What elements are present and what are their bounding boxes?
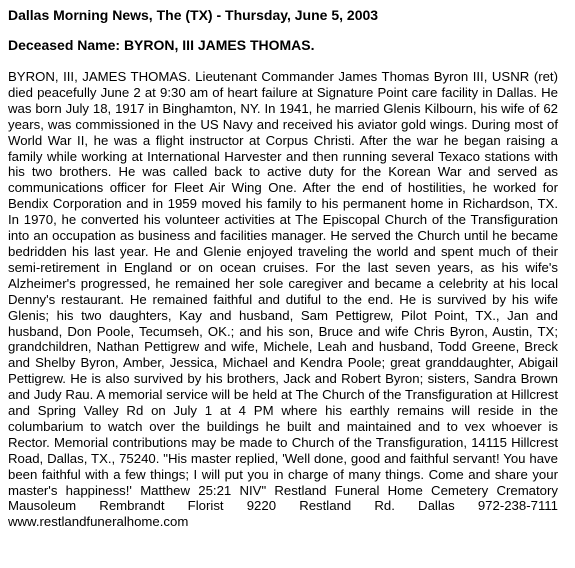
deceased-name-heading: Deceased Name: BYRON, III JAMES THOMAS.: [8, 37, 315, 53]
obituary-page: [8, 7, 558, 530]
publication-header: Dallas Morning News, The (TX) - Thursday, June 5, 2003: [8, 7, 379, 23]
obituary-text: BYRON, III, JAMES THOMAS. Lieutenant Commander James Thomas Byron III, USNR (ret) died peacefully June 2 at 9:30 am of heart failure at Signature Point care facility in Dallas. He was born July 18, 1917 in Binghamton, NY. In 1941, he married Glenis Kilbourn, his wife of 62 years, was commissioned in the US Navy and received his aviator gold wings. During most of World War II, he was a flight instructor at Corpus Christi. After the war he began raising a family while working at International Harvester and then running several Texaco stations with his two brothers. He was called back to active duty for the Korean War and served as communications officer for Fleet Air Wing One. After the end of hostilities, he worked for Bendix Corporation and in 1959 moved his family to his permanent home in Richardson, TX. In 1970, he converted his volunteer activities at The Episcopal Church of the Transfiguration into an occupation as business and facilities manager. He served the Church until he became bedridden his last year. He and Glenie enjoyed traveling the world and spent much of their semi-retirement in England or on ocean cruises. For the last seven years, as his wife's Alzheimer's progressed, he remained her sole caregiver and became a celebrity at his local Denny's restaurant. He remained faithful and dutiful to the end. He is survived by his wife Glenis; his two daughters, Kay and husband, Sam Pettigrew, Pilot Point, TX., Jan and husband, Don Poole, Tecumseh, OK.; and his son, Bruce and wife Chris Byron, Austin, TX; grandchildren, Nathan Pettigrew and wife, Michele, Leah and husband, Todd Greene, Breck and Shelby Byron, Amber, Jessica, Michael and Kendra Poole; great granddaughter, Abigail Pettigrew. He is also survived by his brothers, Jack and Robert Byron; sisters, Sandra Brown and Judy Rau. A memorial service will be held at The Church of the Transfiguration at Hillcrest and Spring Valley Rd on July 1 at 4 PM where his earthly remains will reside in the columbarium to watch over the buildings he built and maintained and to vex whoever is Rector. Memorial contributions may be made to Church of the Transfiguration, 14115 Hillcrest Road, Dallas, TX., 75240. "His master replied, 'Well done, good and faithful servant! You have been faithful with a few things; I will put you in charge of many things. Come and share your master's happiness!' Matthew 25:21 NIV" Restland Funeral Home Cemetery Crematory Mausoleum Rembrandt Florist 9220 Restland Rd. Dallas 972-238-7111 www.restlandfuneralhome.com: [8, 69, 558, 530]
